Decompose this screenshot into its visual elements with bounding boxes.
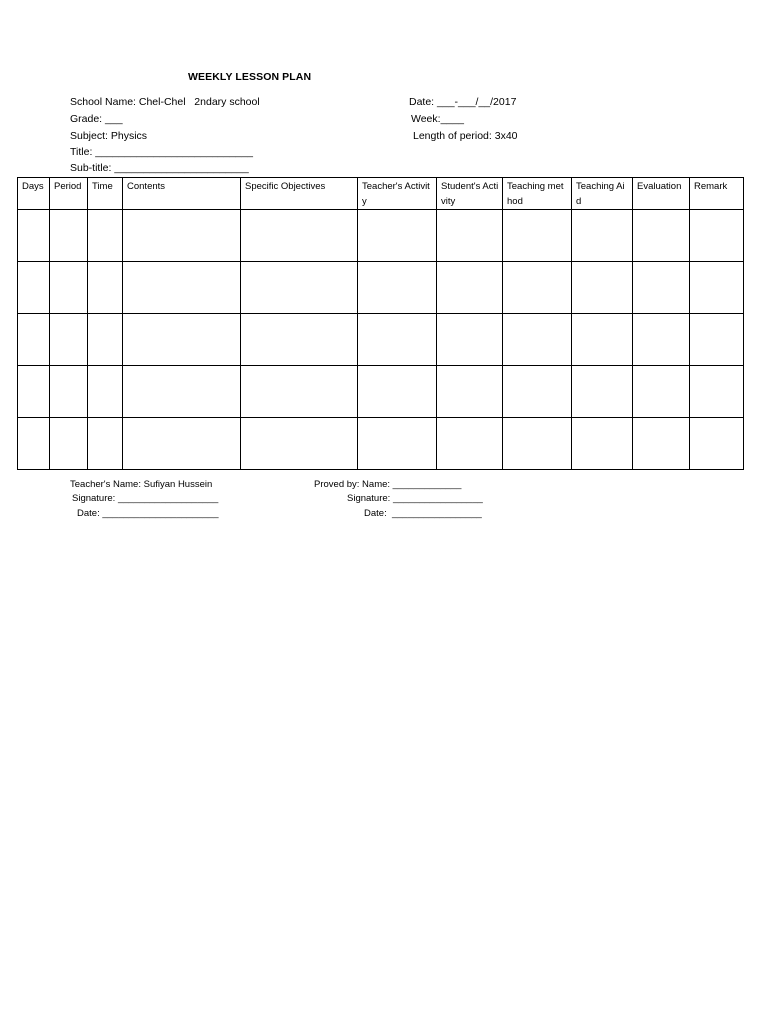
teacher-date-field: Date: ______________________ <box>77 508 219 519</box>
header-time: Time <box>88 178 123 210</box>
table-row <box>18 262 744 314</box>
table-cell <box>503 418 572 470</box>
header-period: Period <box>50 178 88 210</box>
table-cell <box>437 314 503 366</box>
table-cell <box>437 366 503 418</box>
lesson-plan-table-container <box>17 177 743 470</box>
table-row <box>18 418 744 470</box>
table-cell <box>437 418 503 470</box>
table-cell <box>18 210 50 262</box>
lesson-plan-table <box>17 177 744 470</box>
table-cell <box>241 314 358 366</box>
table-cell <box>88 314 123 366</box>
table-cell <box>690 210 744 262</box>
table-cell <box>241 210 358 262</box>
table-cell <box>123 314 241 366</box>
table-cell <box>633 210 690 262</box>
table-cell <box>88 366 123 418</box>
table-cell <box>633 262 690 314</box>
header-contents: Contents <box>123 178 241 210</box>
approved-by-field: Proved by: Name: _____________ <box>314 479 462 490</box>
table-cell <box>18 418 50 470</box>
table-cell <box>503 262 572 314</box>
table-cell <box>50 262 88 314</box>
table-cell <box>18 262 50 314</box>
table-cell <box>572 314 633 366</box>
week-field: Week:____ <box>411 113 464 125</box>
table-cell <box>633 314 690 366</box>
table-cell <box>241 262 358 314</box>
length-of-period-field: Length of period: 3x40 <box>413 130 518 142</box>
table-cell <box>123 366 241 418</box>
header-specific-objectives: Specific Objectives <box>241 178 358 210</box>
table-cell <box>88 210 123 262</box>
table-cell <box>358 366 437 418</box>
header-teachers-activity: Teacher's Activity <box>358 178 437 210</box>
table-row <box>18 314 744 366</box>
table-cell <box>572 418 633 470</box>
table-header-row <box>18 178 744 210</box>
table-cell <box>572 262 633 314</box>
table-cell <box>633 366 690 418</box>
table-cell <box>18 366 50 418</box>
approver-signature-field: Signature: _________________ <box>347 493 483 504</box>
table-cell <box>572 366 633 418</box>
header-students-activity: Student's Activity <box>437 178 503 210</box>
table-cell <box>50 418 88 470</box>
table-cell <box>690 366 744 418</box>
subtitle-field: Sub-title: _______________________ <box>70 162 249 174</box>
table-cell <box>123 418 241 470</box>
table-cell <box>18 314 50 366</box>
table-cell <box>437 210 503 262</box>
header-evaluation: Evaluation <box>633 178 690 210</box>
table-cell <box>358 418 437 470</box>
date-field: Date: ___-___/__/2017 <box>409 96 517 108</box>
table-row <box>18 366 744 418</box>
table-cell <box>690 262 744 314</box>
table-cell <box>88 418 123 470</box>
title-field: Title: ___________________________ <box>70 146 253 158</box>
table-cell <box>358 262 437 314</box>
table-cell <box>503 314 572 366</box>
grade-field: Grade: ___ <box>70 113 123 125</box>
header-days: Days <box>18 178 50 210</box>
approver-date-field: Date: _________________ <box>364 508 482 519</box>
table-cell <box>633 418 690 470</box>
header-teaching-method: Teaching method <box>503 178 572 210</box>
header-remark: Remark <box>690 178 744 210</box>
table-cell <box>690 314 744 366</box>
table-row <box>18 210 744 262</box>
table-cell <box>88 262 123 314</box>
table-cell <box>50 366 88 418</box>
header-teaching-aid: Teaching Aid <box>572 178 633 210</box>
table-cell <box>503 366 572 418</box>
table-cell <box>241 366 358 418</box>
table-cell <box>241 418 358 470</box>
teacher-signature-field: Signature: ___________________ <box>72 493 219 504</box>
table-cell <box>358 314 437 366</box>
table-cell <box>50 210 88 262</box>
table-cell <box>123 210 241 262</box>
teacher-name-field: Teacher's Name: Sufiyan Hussein <box>70 479 213 490</box>
table-cell <box>123 262 241 314</box>
document-title: WEEKLY LESSON PLAN <box>188 71 312 83</box>
school-name-field: School Name: Chel-Chel 2ndary school <box>70 96 260 108</box>
lesson-plan-table-body <box>18 210 744 470</box>
table-cell <box>690 418 744 470</box>
table-cell <box>503 210 572 262</box>
table-cell <box>358 210 437 262</box>
table-cell <box>50 314 88 366</box>
table-cell <box>572 210 633 262</box>
subject-field: Subject: Physics <box>70 130 148 142</box>
table-cell <box>437 262 503 314</box>
